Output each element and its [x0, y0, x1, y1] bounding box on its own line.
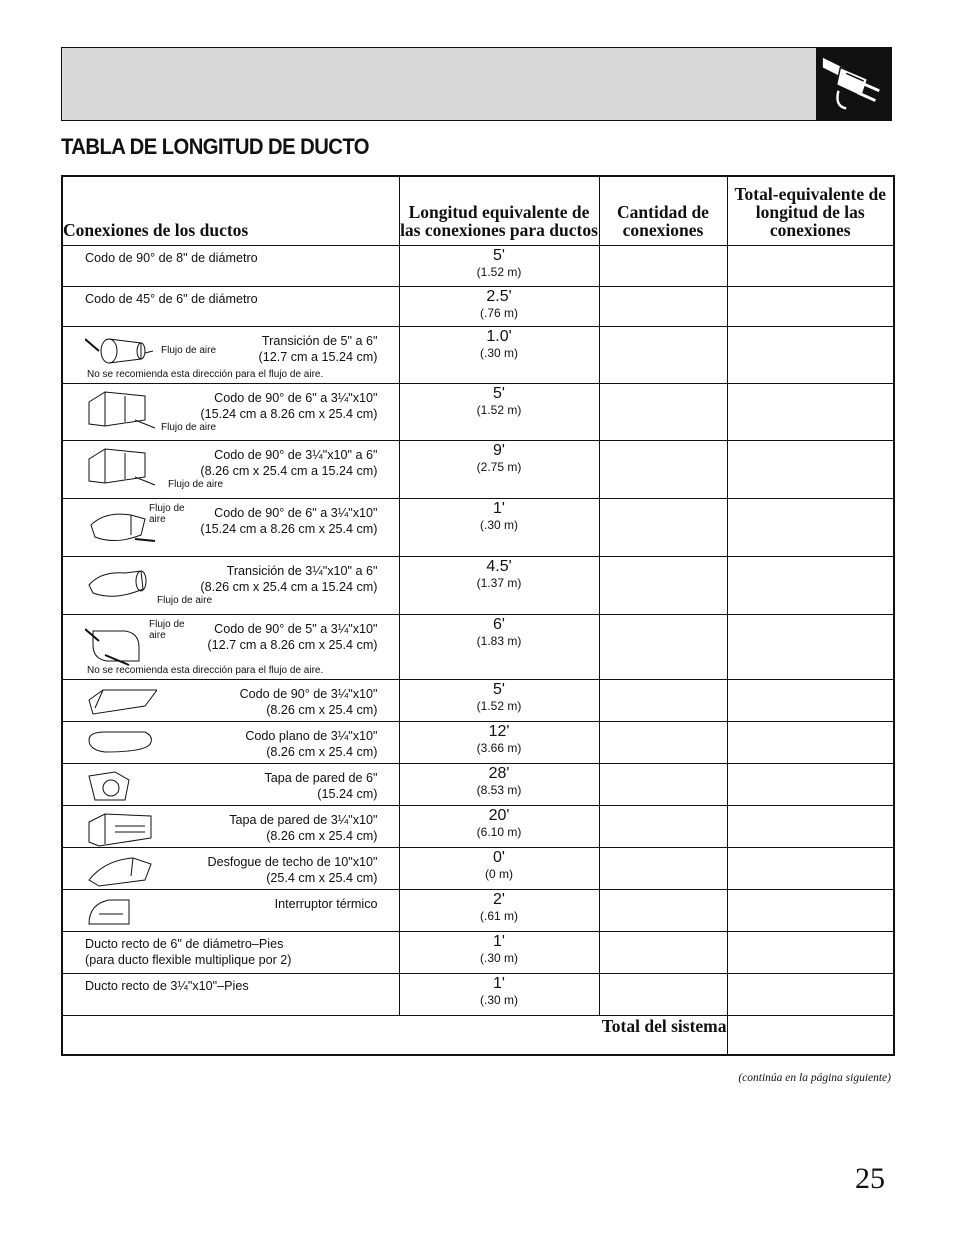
equivalent-length-cell — [399, 805, 599, 847]
table-row — [62, 763, 894, 805]
connection-desc-line1: Codo de 90° de 6" a 3¼"x10" — [214, 390, 378, 405]
equivalent-length-cell — [399, 973, 599, 1015]
table-row — [62, 326, 894, 383]
length-feet: 28' — [488, 764, 510, 782]
continued-note: (continúa en la página siguiente) — [738, 1072, 891, 1084]
airflow-label: Flujo de aire — [161, 421, 217, 433]
connection-cell — [62, 614, 399, 679]
roof-vent-icon — [85, 854, 157, 892]
equivalent-length-cell — [399, 614, 599, 679]
quantity-cell[interactable] — [599, 440, 727, 498]
connection-cell — [62, 556, 399, 614]
elbow-small-icon — [85, 686, 157, 722]
total-equivalent-cell[interactable] — [727, 286, 894, 326]
table-row — [62, 498, 894, 556]
connection-desc-line1: Codo de 45° de 6" de diámetro — [85, 291, 258, 306]
connection-cell — [62, 721, 399, 763]
quantity-cell[interactable] — [599, 383, 727, 440]
length-meters: (0 m) — [485, 866, 513, 881]
quantity-cell[interactable] — [599, 679, 727, 721]
airflow-label: Flujo de aire — [168, 478, 224, 490]
connection-description — [240, 686, 378, 718]
connection-cell — [62, 805, 399, 847]
length-feet: 4.5' — [486, 557, 512, 575]
total-equivalent-cell[interactable] — [727, 679, 894, 721]
connection-desc-line1: Interruptor térmico — [274, 896, 378, 911]
connection-description — [200, 390, 377, 422]
length-feet: 20' — [488, 806, 510, 824]
equivalent-length-cell — [399, 679, 599, 721]
total-equivalent-cell[interactable] — [727, 498, 894, 556]
length-meters: (3.66 m) — [476, 740, 522, 755]
connection-desc-line1: Ducto recto de 6" de diámetro–Pies — [85, 936, 284, 951]
connection-desc-line2: (12.7 cm a 15.24 cm) — [258, 349, 378, 364]
quantity-cell[interactable] — [599, 245, 727, 286]
connection-cell — [62, 679, 399, 721]
page-number: 25 — [855, 1162, 885, 1195]
wall-cap-rect-icon — [85, 812, 157, 852]
thermal-switch-icon — [85, 896, 135, 934]
equivalent-length-cell — [399, 440, 599, 498]
connection-description — [63, 246, 399, 266]
length-meters: (1.37 m) — [476, 575, 522, 590]
total-equivalent-cell[interactable] — [727, 614, 894, 679]
length-meters: (.30 m) — [479, 992, 518, 1007]
equivalent-length-cell — [399, 889, 599, 931]
connection-description — [259, 333, 378, 365]
length-meters: (.76 m) — [479, 305, 518, 320]
length-meters: (6.10 m) — [476, 824, 522, 839]
airflow-label: Flujo de aire — [161, 344, 217, 356]
connection-cell — [62, 245, 399, 286]
length-meters: (2.75 m) — [476, 459, 522, 474]
length-feet: 6' — [493, 615, 505, 633]
quantity-cell[interactable] — [599, 805, 727, 847]
connection-description — [63, 287, 399, 307]
length-meters: (1.52 m) — [476, 402, 522, 417]
airflow-label: Flujo de aire — [149, 618, 185, 641]
connection-description — [245, 728, 377, 760]
length-meters: (1.83 m) — [476, 633, 522, 648]
elbow-flat-icon — [85, 505, 157, 549]
connection-description — [275, 896, 378, 912]
length-feet: 5' — [493, 384, 505, 402]
connection-desc-line1: Codo de 90° de 8" de diámetro — [85, 250, 258, 265]
length-feet: 1' — [493, 932, 505, 950]
airflow-warning-note: No se recomienda esta dirección para el flujo de aire. — [87, 368, 324, 380]
connection-cell — [62, 286, 399, 326]
connection-desc-line2: (8.26 cm x 25.4 cm) — [266, 828, 378, 843]
length-feet: 12' — [488, 722, 510, 740]
table-row — [62, 721, 894, 763]
quantity-cell[interactable] — [599, 847, 727, 889]
table-row — [62, 805, 894, 847]
total-equivalent-cell[interactable] — [727, 721, 894, 763]
length-feet: 0' — [493, 848, 505, 866]
total-equivalent-cell[interactable] — [727, 556, 894, 614]
connection-desc-line1: Codo de 90° de 3¼"x10" a 6" — [214, 447, 378, 462]
table-row — [62, 556, 894, 614]
flat-elbow-icon — [85, 728, 157, 760]
equivalent-length-cell — [399, 763, 599, 805]
table-row — [62, 931, 894, 973]
connection-desc-line2: (15.24 cm a 8.26 cm x 25.4 cm) — [200, 406, 378, 421]
total-equivalent-cell[interactable] — [727, 889, 894, 931]
length-meters: (1.52 m) — [476, 698, 522, 713]
connection-description — [200, 563, 377, 595]
connection-desc-line2: (15.24 cm a 8.26 cm x 25.4 cm) — [200, 521, 378, 536]
length-feet: 5' — [493, 680, 505, 698]
connection-desc-line1: Tapa de pared de 6" — [264, 770, 378, 785]
connection-description — [63, 974, 399, 994]
total-system-label: Total del sistema — [62, 1015, 727, 1055]
connection-description — [200, 447, 377, 479]
airflow-label: Flujo de aire — [157, 594, 213, 606]
connection-desc-line2: (8.26 cm x 25.4 cm) — [266, 744, 378, 759]
connection-desc-line1: Transición de 5" a 6" — [261, 333, 378, 348]
length-feet: 2.5' — [486, 287, 512, 305]
connection-cell — [62, 973, 399, 1015]
connection-desc-line1: Tapa de pared de 3¼"x10" — [229, 812, 378, 827]
connection-desc-line2: (8.26 cm x 25.4 cm) — [266, 702, 378, 717]
connection-description — [207, 621, 377, 653]
length-feet: 5' — [493, 246, 505, 264]
table-row — [62, 889, 894, 931]
quantity-cell[interactable] — [599, 614, 727, 679]
table-row — [62, 847, 894, 889]
length-feet: 9' — [493, 441, 505, 459]
length-meters: (.30 m) — [479, 950, 518, 965]
transition-round-icon — [85, 333, 155, 373]
connection-desc-line2: (8.26 cm x 25.4 cm a 15.24 cm) — [200, 463, 378, 478]
airflow-label: Flujo de aire — [149, 502, 185, 525]
equivalent-length-cell — [399, 556, 599, 614]
connection-desc-line2: (25.4 cm x 25.4 cm) — [266, 870, 378, 885]
connection-cell — [62, 931, 399, 973]
total-equivalent-cell[interactable] — [727, 326, 894, 383]
connection-cell — [62, 763, 399, 805]
quantity-cell[interactable] — [599, 326, 727, 383]
connection-desc-line1: Codo de 90° de 6" a 3¼"x10" — [214, 505, 378, 520]
connection-cell — [62, 889, 399, 931]
electrical-plug-icon — [816, 47, 892, 121]
table-row — [62, 245, 894, 286]
table-row — [62, 973, 894, 1015]
quantity-cell[interactable] — [599, 973, 727, 1015]
connection-description — [264, 770, 377, 802]
connection-cell — [62, 847, 399, 889]
total-equivalent-cell[interactable] — [727, 245, 894, 286]
length-feet: 2' — [493, 890, 505, 908]
connection-description — [208, 854, 378, 886]
elbow-box-icon — [85, 390, 157, 434]
connection-desc-line1: Codo plano de 3¼"x10" — [245, 728, 378, 743]
connection-desc-line1: Codo de 90° de 5" a 3¼"x10" — [214, 621, 378, 636]
equivalent-length-cell — [399, 721, 599, 763]
total-equivalent-cell[interactable] — [727, 383, 894, 440]
length-feet: 1' — [493, 974, 505, 992]
total-equivalent-cell[interactable] — [727, 931, 894, 973]
equivalent-length-cell — [399, 326, 599, 383]
total-equivalent-cell[interactable] — [727, 973, 894, 1015]
total-equivalent-cell[interactable] — [727, 805, 894, 847]
length-meters: (8.53 m) — [476, 782, 522, 797]
connection-cell — [62, 440, 399, 498]
length-meters: (.30 m) — [479, 345, 518, 360]
airflow-warning-note: No se recomienda esta dirección para el flujo de aire. — [87, 664, 324, 676]
connection-desc-line1: Desfogue de techo de 10"x10" — [207, 854, 378, 869]
quantity-cell[interactable] — [599, 721, 727, 763]
connection-desc-line2: (para ducto flexible multiplique por 2) — [85, 952, 292, 967]
length-meters: (1.52 m) — [476, 264, 522, 279]
header-quantity: Cantidad de conexiones — [599, 176, 727, 245]
total-equivalent-cell[interactable] — [727, 440, 894, 498]
quantity-cell[interactable] — [599, 286, 727, 326]
equivalent-length-cell — [399, 931, 599, 973]
quantity-cell[interactable] — [599, 763, 727, 805]
connection-cell — [62, 326, 399, 383]
table-row — [62, 383, 894, 440]
header-connections: Conexiones de los ductos — [62, 176, 399, 245]
total-system-cell[interactable] — [727, 1015, 894, 1055]
header-band — [61, 47, 892, 121]
total-equivalent-cell[interactable] — [727, 763, 894, 805]
duct-length-table — [61, 175, 895, 1056]
equivalent-length-cell — [399, 383, 599, 440]
equivalent-length-cell — [399, 847, 599, 889]
table-row — [62, 679, 894, 721]
connection-description — [229, 812, 377, 844]
connection-desc-line2: (8.26 cm x 25.4 cm a 15.24 cm) — [200, 579, 378, 594]
connection-desc-line1: Ducto recto de 3¼"x10"–Pies — [85, 978, 249, 993]
header-total-equivalent: Total-equivalente de longitud de las conexiones — [727, 176, 894, 245]
table-row — [62, 440, 894, 498]
equivalent-length-cell — [399, 245, 599, 286]
connection-desc-line1: Codo de 90° de 3¼"x10" — [239, 686, 378, 701]
connection-cell — [62, 498, 399, 556]
transition-flat-icon — [85, 563, 157, 607]
connection-desc-line2: (12.7 cm a 8.26 cm x 25.4 cm) — [207, 637, 378, 652]
connection-description — [200, 505, 377, 537]
equivalent-length-cell — [399, 498, 599, 556]
wall-cap-round-icon — [85, 770, 135, 808]
connection-desc-line2: (15.24 cm) — [317, 786, 378, 801]
connection-desc-line1: Transición de 3¼"x10" a 6" — [226, 563, 378, 578]
length-feet: 1' — [493, 499, 505, 517]
length-feet: 1.0' — [486, 327, 512, 345]
quantity-cell[interactable] — [599, 889, 727, 931]
quantity-cell[interactable] — [599, 931, 727, 973]
table-row — [62, 286, 894, 326]
header-equivalent-length: Longitud equivalente de las conexiones para ductos — [399, 176, 599, 245]
table-row — [62, 614, 894, 679]
connection-cell — [62, 383, 399, 440]
length-meters: (.30 m) — [479, 517, 518, 532]
page-title: TABLA DE LONGITUD DE DUCTO — [61, 134, 369, 159]
quantity-cell[interactable] — [599, 498, 727, 556]
equivalent-length-cell — [399, 286, 599, 326]
length-meters: (.61 m) — [479, 908, 518, 923]
quantity-cell[interactable] — [599, 556, 727, 614]
connection-description — [63, 932, 399, 968]
total-equivalent-cell[interactable] — [727, 847, 894, 889]
elbow-box-icon — [85, 447, 157, 491]
